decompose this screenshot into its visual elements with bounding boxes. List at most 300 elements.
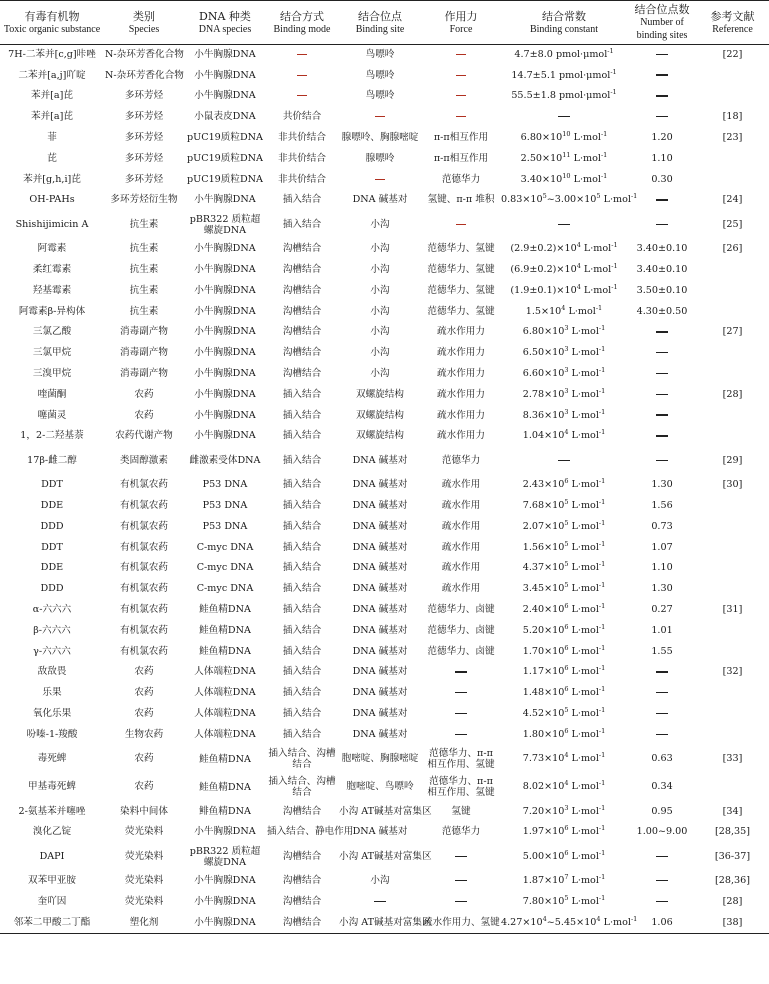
- binding-mode-cell: 插入结合: [282, 562, 322, 574]
- dna-species-cell: 小牛胸腺DNA: [194, 69, 256, 81]
- dna-species-cell: C-myc DNA: [196, 562, 254, 574]
- reference-cell: [29]: [722, 454, 743, 466]
- binding-constant-cell: 4.7±8.0 pmol·μmol$^{-1}$: [514, 47, 614, 61]
- binding-mode-cell: 插入结合、静电作用: [267, 826, 354, 838]
- binding-sites-number-cell: [628, 871, 696, 892]
- dash-mark: [455, 713, 467, 714]
- binding-mode-cell: 插入结合: [282, 604, 322, 616]
- table-row: [0, 45, 769, 66]
- force-cell: 范德华力、卤键: [427, 604, 495, 616]
- species-cell: 生物农药: [124, 728, 164, 740]
- substance-cell: 奎吖因: [37, 895, 67, 907]
- species-cell: 染料中间体: [120, 805, 168, 817]
- force-cell: π-π相互作用: [433, 132, 489, 144]
- binding-site-cell: [338, 892, 422, 913]
- binding-site-cell: DNA 碱基对: [352, 541, 408, 553]
- binding-site-cell: [338, 169, 422, 190]
- dash-mark: [656, 880, 668, 881]
- substance-cell: 羟基霉素: [32, 284, 72, 296]
- force-cell: [422, 724, 500, 745]
- species-cell: 有机氯农药: [120, 520, 168, 532]
- table-row: [0, 322, 769, 343]
- reference-cell: [696, 724, 769, 745]
- force-cell: 疏水作用: [441, 500, 481, 512]
- force-cell: 范德华力、氢键: [427, 305, 495, 317]
- dna-species-cell: 小牛胸腺DNA: [194, 388, 256, 400]
- binding-sites-number-cell: [628, 662, 696, 683]
- dash-mark: [455, 734, 467, 735]
- binding-mode-cell: 沟槽结合: [282, 284, 322, 296]
- binding-sites-number-cell: 3.50±0.10: [636, 284, 688, 296]
- species-cell: 类固醇激素: [120, 454, 168, 466]
- substance-cell: DDD: [40, 520, 64, 532]
- dna-species-cell: 人体端粒DNA: [194, 666, 256, 678]
- binding-mode-cell: 插入结合: [282, 728, 322, 740]
- reference-cell: [38]: [696, 912, 769, 933]
- binding-sites-number-cell: 1.07: [651, 541, 673, 553]
- binding-constant-cell: 14.7±5.1 pmol·μmol$^{-1}$: [511, 67, 617, 81]
- binding-constant-cell: $4.27\times 10^4\sim 5.45\times 10^4$ L·mol$^{-1}$: [500, 912, 628, 933]
- binding-constant-cell: $2.50\times 10^{11}$ L·mol$^{-1}$: [520, 150, 608, 164]
- dash-mark: [456, 116, 466, 117]
- binding-mode-cell: 插入结合: [282, 624, 322, 636]
- table-row: [0, 211, 769, 239]
- binding-mode-cell: 插入结合: [282, 219, 322, 231]
- substance-cell: DAPI: [39, 850, 65, 862]
- col-binding-constant-header: [500, 1, 628, 45]
- binding-mode-cell: 插入结合: [282, 479, 322, 491]
- binding-site-cell: 双螺旋结构: [356, 409, 404, 421]
- binding-site-cell: [338, 107, 422, 128]
- force-cell: [422, 704, 500, 725]
- dna-species-cell: pBR322 质粒超螺旋DNA: [189, 213, 261, 236]
- substance-cell: DDT: [41, 541, 63, 553]
- dash-mark: [656, 331, 668, 332]
- dash-mark: [656, 414, 668, 415]
- reference-cell: [696, 364, 769, 385]
- force-cell: 疏水作用力: [437, 409, 485, 421]
- species-cell: 农药: [134, 687, 154, 699]
- binding-mode-cell: 沟槽结合: [282, 875, 322, 887]
- force-cell: 范德华力: [441, 173, 481, 185]
- binding-constant-cell: $4.37\times 10^5$ L·mol$^{-1}$: [522, 560, 606, 574]
- species-cell: 农药: [134, 781, 154, 793]
- table-row: [0, 148, 769, 169]
- dna-species-cell: 鲑鱼精DNA: [199, 604, 251, 616]
- col-binding-sites-number-header-en: Number of binding sites: [636, 17, 688, 41]
- species-cell: 有机氯农药: [120, 479, 168, 491]
- binding-constant-cell: $7.68\times 10^5$ L·mol$^{-1}$: [522, 498, 606, 512]
- binding-mode-cell: 插入结合、沟槽结合: [268, 776, 336, 799]
- col-force-header-en: Force: [449, 23, 473, 35]
- dash-mark: [656, 692, 668, 693]
- force-cell: 范德华力、π-π 相互作用、氢键: [427, 748, 495, 771]
- binding-site-cell: 小沟: [370, 284, 390, 296]
- dash-mark: [656, 394, 668, 395]
- substance-cell: Shishijimicin A: [15, 218, 89, 230]
- binding-sites-number-cell: [628, 45, 696, 66]
- substance-cell: β-六六六: [33, 624, 71, 636]
- reference-cell: [696, 86, 769, 107]
- table-row: [0, 871, 769, 892]
- table-row: [0, 516, 769, 537]
- dna-species-cell: 小牛胸腺DNA: [194, 409, 256, 421]
- substance-cell: 喹菌酮: [37, 388, 67, 400]
- dash-mark: [374, 901, 386, 902]
- binding-mode-cell: 插入结合: [282, 541, 322, 553]
- reference-cell: [696, 260, 769, 281]
- dash-mark: [656, 435, 668, 436]
- binding-mode-cell: 插入结合: [282, 583, 322, 595]
- binding-mode-cell: 共价结合: [282, 111, 322, 123]
- binding-constant-cell: $6.50\times 10^3$ L·mol$^{-1}$: [522, 345, 606, 359]
- binding-constant-cell: $1.56\times 10^5$ L·mol$^{-1}$: [522, 539, 606, 553]
- reference-cell: [36-37]: [714, 850, 751, 862]
- col-binding-sites-number-header: [628, 1, 696, 45]
- binding-site-cell: 小沟: [370, 264, 390, 276]
- substance-cell: 阿霉素β-异构体: [18, 305, 86, 317]
- binding-constant-cell: $6.60\times 10^3$ L·mol$^{-1}$: [522, 366, 606, 380]
- binding-mode-cell: 沟槽结合: [282, 895, 322, 907]
- reference-cell: [33]: [722, 753, 743, 765]
- dash-mark: [656, 671, 668, 672]
- col-binding-mode-header-zh: 结合方式: [280, 9, 324, 23]
- table-row: [0, 912, 769, 933]
- dash-mark: [375, 116, 385, 117]
- binding-site-cell: 鸟嘌呤: [365, 69, 395, 81]
- binding-mode-cell: 插入结合: [282, 194, 322, 206]
- binding-site-cell: DNA 碱基对: [352, 194, 408, 206]
- substance-cell: 邻苯二甲酸二丁酯: [0, 912, 104, 933]
- col-binding-site-header-en: Binding site: [355, 23, 405, 35]
- species-cell: 农药: [134, 666, 154, 678]
- dna-species-cell: C-myc DNA: [196, 541, 254, 553]
- binding-constant-cell: $3.45\times 10^5$ L·mol$^{-1}$: [522, 581, 606, 595]
- col-dna-species-header-en: DNA species: [198, 23, 252, 35]
- col-substance-header-zh: 有毒有机物: [24, 9, 80, 23]
- binding-mode-cell: 插入结合: [282, 645, 322, 657]
- binding-site-cell: DNA 碱基对: [352, 666, 408, 678]
- substance-cell: 三溴甲烷: [32, 368, 72, 380]
- species-cell: 多环芳烃: [124, 111, 164, 123]
- binding-sites-number-cell: [628, 892, 696, 913]
- reference-cell: [696, 343, 769, 364]
- force-cell: 范德华力、氢键: [427, 243, 495, 255]
- force-cell: [422, 65, 500, 86]
- binding-sites-number-cell: [628, 322, 696, 343]
- col-binding-mode-header-en: Binding mode: [273, 23, 331, 35]
- dash-mark: [455, 880, 467, 881]
- binding-sites-number-cell: 1.30: [651, 583, 673, 595]
- binding-constant-cell: $5.00\times 10^6$ L·mol$^{-1}$: [522, 848, 606, 862]
- species-cell: 农药: [134, 708, 154, 719]
- binding-site-cell: DNA 碱基对: [352, 708, 408, 719]
- species-cell: 荧光染料: [124, 850, 164, 862]
- dash-mark: [456, 224, 466, 225]
- col-force-header: [422, 1, 500, 45]
- force-cell: 氢键: [451, 805, 471, 817]
- binding-mode-cell: 沟槽结合: [282, 347, 322, 359]
- force-cell: 氢键、π-π 堆积: [427, 194, 495, 206]
- dash-mark: [558, 116, 570, 117]
- substance-cell: 三氯甲烷: [32, 347, 72, 359]
- dash-mark: [455, 856, 467, 857]
- binding-constant-cell: $(6.9\pm 0.2)\times 10^4$ L·mol$^{-1}$: [510, 262, 618, 276]
- species-cell: 抗生素: [129, 264, 159, 276]
- substance-cell: 三氯乙酸: [32, 326, 72, 338]
- reference-cell: [28,36]: [715, 875, 750, 887]
- dash-mark: [656, 352, 668, 353]
- force-cell: [422, 683, 500, 704]
- substance-cell: DDE: [40, 500, 64, 512]
- dna-species-cell: 人体端粒DNA: [194, 728, 256, 740]
- binding-mode-cell: 非共价结合: [278, 132, 326, 144]
- binding-constant-cell: $2.40\times 10^6$ L·mol$^{-1}$: [522, 602, 606, 616]
- substance-cell: 溴化乙锭: [32, 826, 72, 838]
- table-row: [0, 169, 769, 190]
- substance-cell: 阿霉素: [37, 243, 67, 255]
- reference-cell: [696, 301, 769, 322]
- binding-constant-cell: $1.48\times 10^6$ L·mol$^{-1}$: [522, 685, 606, 699]
- species-cell: 消毒副产物: [120, 368, 168, 380]
- reference-cell: [32]: [722, 666, 743, 678]
- table-row: [0, 892, 769, 913]
- reference-cell: [28]: [722, 895, 743, 907]
- binding-site-cell: DNA 碱基对: [352, 687, 408, 699]
- species-cell: 有机氯农药: [120, 604, 168, 616]
- binding-sites-number-cell: [628, 107, 696, 128]
- substance-cell: 17β-雌二醇: [27, 454, 77, 466]
- binding-site-cell: DNA 碱基对: [352, 728, 408, 740]
- dna-species-cell: 鲑鱼精DNA: [199, 753, 251, 765]
- binding-sites-number-cell: 0.95: [651, 805, 673, 817]
- binding-mode-cell: 插入结合: [282, 409, 322, 421]
- col-species-header: [104, 1, 184, 45]
- binding-site-cell: 胞嘧啶、鸟嘌呤: [346, 781, 414, 793]
- binding-site-cell: 小沟: [370, 243, 390, 255]
- force-cell: 疏水作用: [441, 583, 481, 595]
- col-substance-header: [0, 1, 104, 45]
- force-cell: 疏水作用力: [437, 368, 485, 380]
- binding-sites-number-cell: 1.55: [651, 645, 673, 657]
- binding-sites-number-cell: [628, 190, 696, 211]
- force-cell: [422, 662, 500, 683]
- dash-mark: [297, 75, 307, 76]
- binding-mode-cell: [266, 45, 338, 66]
- substance-cell: 二苯并[a,j]吖啶: [18, 69, 86, 81]
- dna-species-cell: 小牛胸腺DNA: [194, 875, 256, 887]
- substance-cell: 苯并[a]芘: [31, 90, 73, 102]
- table-row: [0, 558, 769, 579]
- table-row: [0, 600, 769, 621]
- binding-sites-number-cell: 1.01: [651, 624, 673, 636]
- col-reference-header: [696, 1, 769, 45]
- binding-constant-cell: $1.5\times 10^4$ L·mol$^{-1}$: [525, 303, 603, 317]
- reference-cell: [28]: [722, 388, 743, 400]
- dna-species-cell: 鲑鱼精DNA: [199, 781, 251, 793]
- reference-cell: [25]: [722, 218, 743, 230]
- table-row: [0, 822, 769, 843]
- dash-mark: [656, 734, 668, 735]
- table-row: [0, 260, 769, 281]
- binding-mode-cell: 插入结合: [282, 666, 322, 678]
- substance-cell: α-六六六: [32, 604, 72, 616]
- binding-sites-number-cell: 1.10: [651, 562, 673, 574]
- force-cell: 范德华力、氢键: [427, 284, 495, 296]
- species-cell: 多环芳烃: [124, 152, 164, 164]
- binding-mode-cell: 插入结合: [282, 455, 322, 467]
- binding-mode-cell: 非共价结合: [278, 173, 326, 185]
- binding-sites-number-cell: [628, 843, 696, 871]
- binding-site-cell: DNA 碱基对: [352, 604, 408, 616]
- species-cell: 荧光染料: [124, 895, 164, 907]
- reference-cell: [24]: [722, 194, 743, 206]
- substance-cell: DDE: [40, 562, 64, 574]
- binding-mode-cell: 沟槽结合: [282, 243, 322, 255]
- dna-species-cell: pUC19质粒DNA: [187, 173, 263, 185]
- table-row: [0, 128, 769, 149]
- reference-cell: [23]: [722, 132, 743, 144]
- species-cell: 塑化剂: [104, 912, 184, 933]
- binding-site-cell: 双螺旋结构: [356, 430, 404, 442]
- binding-sites-number-cell: 1.06: [628, 912, 696, 933]
- substance-cell: 吩嗪-1-羧酸: [26, 728, 78, 740]
- species-cell: 农药: [134, 409, 154, 421]
- reference-cell: [696, 704, 769, 725]
- force-cell: 疏水作用力、氢键: [422, 912, 500, 933]
- force-cell: 疏水作用力: [437, 388, 485, 400]
- binding-mode-cell: 沟槽结合: [282, 264, 322, 276]
- header-row: [0, 1, 769, 45]
- binding-site-cell: 腺嘌呤: [365, 152, 395, 164]
- binding-constant-cell: $8.36\times 10^3$ L·mol$^{-1}$: [522, 407, 606, 421]
- binding-constant-cell: $2.78\times 10^3$ L·mol$^{-1}$: [522, 386, 606, 400]
- binding-sites-number-cell: 0.30: [651, 173, 673, 185]
- force-cell: 范德华力、π-π 相互作用、氢键: [427, 776, 495, 799]
- reference-cell: [27]: [722, 326, 743, 338]
- force-cell: 疏水作用: [441, 541, 481, 553]
- binding-mode-cell: 非共价结合: [278, 152, 326, 164]
- binding-constant-cell: $5.20\times 10^6$ L·mol$^{-1}$: [522, 622, 606, 636]
- table-row: [0, 107, 769, 128]
- binding-site-cell: DNA 碱基对: [352, 500, 408, 512]
- substance-cell: γ-六六六: [33, 645, 71, 657]
- dash-mark: [456, 95, 466, 96]
- binding-mode-cell: 沟槽结合: [282, 805, 322, 817]
- substance-cell: 敌敌畏: [37, 666, 67, 678]
- col-binding-site-header-zh: 结合位点: [358, 9, 402, 23]
- binding-sites-number-cell: [628, 405, 696, 426]
- col-dna-species-header-zh: DNA 种类: [199, 9, 251, 23]
- table-row: [0, 239, 769, 260]
- force-cell: 疏水作用力: [437, 326, 485, 338]
- dna-species-cell: 小牛胸腺DNA: [184, 912, 266, 933]
- binding-mode-cell: 沟槽结合: [282, 326, 322, 338]
- dna-species-cell: 小牛胸腺DNA: [194, 895, 256, 907]
- table-row: [0, 280, 769, 301]
- binding-constant-cell: $(1.9\pm 0.1)\times 10^4$ L·mol$^{-1}$: [510, 282, 618, 296]
- binding-mode-cell: 沟槽结合: [282, 851, 322, 863]
- substance-cell: 乐果: [42, 687, 62, 699]
- col-binding-constant-header-en: Binding constant: [529, 23, 599, 35]
- substance-cell: 毒死蜱: [37, 753, 67, 765]
- species-cell: 多环芳烃: [124, 90, 164, 102]
- binding-sites-number-cell: 0.73: [651, 520, 673, 532]
- binding-constant-cell: $2.07\times 10^5$ L·mol$^{-1}$: [522, 518, 606, 532]
- dna-species-cell: 人体端粒DNA: [194, 687, 256, 699]
- reference-cell: [696, 641, 769, 662]
- force-cell: [422, 86, 500, 107]
- binding-site-cell: DNA 碱基对: [352, 562, 408, 574]
- species-cell: 荧光染料: [124, 875, 164, 887]
- species-cell: 有机氯农药: [120, 624, 168, 636]
- binding-mode-cell: [266, 65, 338, 86]
- reference-cell: [696, 280, 769, 301]
- binding-constant-cell: $7.20\times 10^3$ L·mol$^{-1}$: [522, 803, 606, 817]
- table-row: [0, 843, 769, 871]
- dna-species-cell: P53 DNA: [202, 520, 248, 532]
- col-binding-site-header: [338, 1, 422, 45]
- species-cell: 消毒副产物: [120, 347, 168, 359]
- binding-site-cell: 小沟: [370, 875, 390, 887]
- binding-site-cell: DNA 碱基对: [352, 583, 408, 595]
- binding-sites-number-cell: 0.34: [651, 781, 673, 793]
- binding-constant-cell: $8.02\times 10^4$ L·mol$^{-1}$: [522, 779, 606, 793]
- binding-mode-cell: 沟槽结合: [282, 368, 322, 380]
- dna-species-cell: 小牛胸腺DNA: [194, 90, 256, 102]
- binding-constant-cell: $1.17\times 10^6$ L·mol$^{-1}$: [522, 664, 606, 678]
- species-cell: 有机氯农药: [120, 562, 168, 574]
- binding-site-cell: 小沟: [370, 218, 390, 230]
- table-row: [0, 683, 769, 704]
- dash-mark: [656, 74, 668, 75]
- species-cell: 有机氯农药: [120, 583, 168, 595]
- species-cell: 抗生素: [129, 243, 159, 255]
- force-cell: 疏水作用力: [437, 347, 485, 359]
- binding-mode-cell: 插入结合: [282, 430, 322, 442]
- reference-cell: [696, 683, 769, 704]
- reference-cell: [18]: [722, 111, 743, 123]
- substance-cell: 氧化乐果: [32, 708, 72, 719]
- force-cell: 范德华力: [441, 826, 481, 838]
- binding-mode-cell: 沟槽结合: [266, 912, 338, 933]
- binding-site-cell: 小沟: [370, 326, 390, 338]
- dash-mark: [558, 460, 570, 461]
- binding-constant-cell: $1.04\times 10^4$ L·mol$^{-1}$: [522, 428, 606, 442]
- dash-mark: [656, 199, 668, 200]
- reference-cell: [26]: [722, 243, 743, 255]
- binding-sites-number-cell: [628, 426, 696, 447]
- force-cell: [422, 871, 500, 892]
- dna-species-cell: pUC19质粒DNA: [187, 152, 263, 164]
- binding-sites-number-cell: [628, 211, 696, 239]
- col-binding-constant-header-zh: 结合常数: [542, 9, 586, 23]
- substance-cell: OH-PAHs: [29, 194, 75, 206]
- binding-sites-number-cell: [628, 683, 696, 704]
- species-cell: N-杂环芳香化合物: [105, 49, 184, 61]
- force-cell: 范德华力、卤键: [427, 645, 495, 657]
- binding-constant-cell: $2.43\times 10^6$ L·mol$^{-1}$: [522, 477, 606, 491]
- binding-site-cell: 双螺旋结构: [356, 388, 404, 400]
- binding-constant-cell: $1.70\times 10^6$ L·mol$^{-1}$: [522, 643, 606, 657]
- binding-sites-number-cell: 1.30: [651, 479, 673, 491]
- table-row: [0, 65, 769, 86]
- binding-sites-number-cell: [628, 384, 696, 405]
- dna-species-cell: pUC19质粒DNA: [187, 132, 263, 144]
- dash-mark: [456, 75, 466, 76]
- table-row: [0, 86, 769, 107]
- reference-cell: [28,35]: [715, 826, 750, 838]
